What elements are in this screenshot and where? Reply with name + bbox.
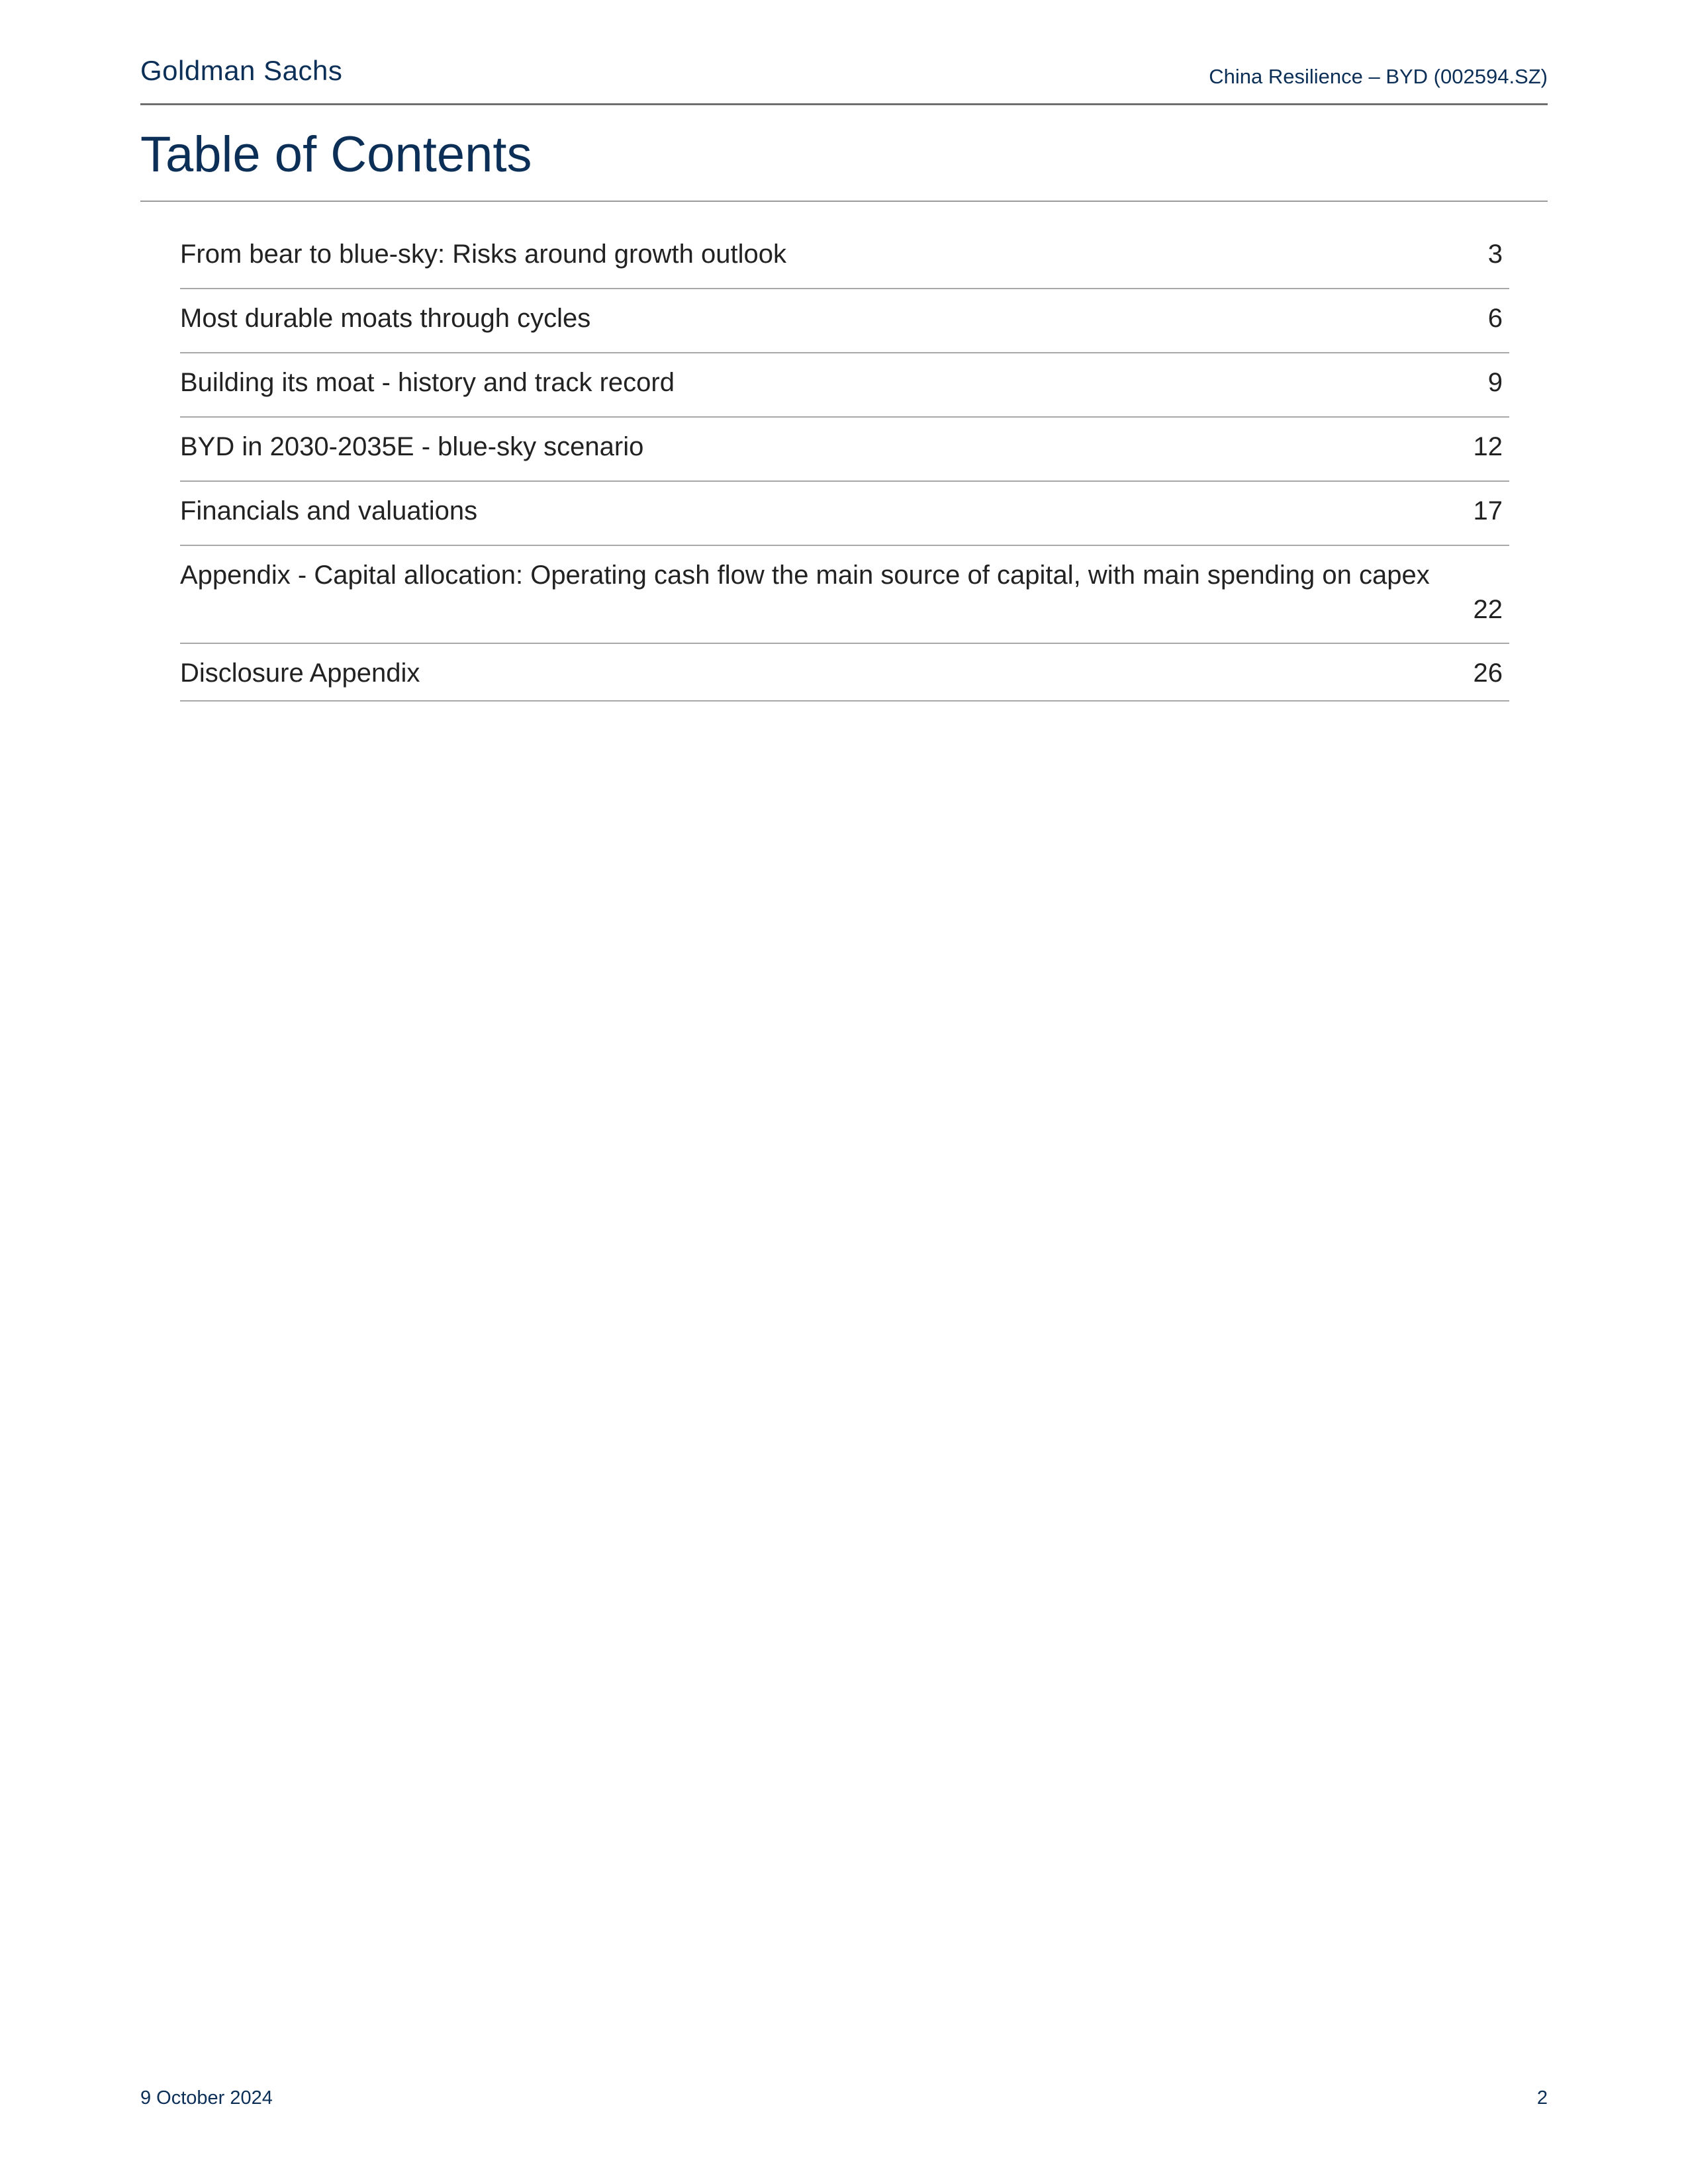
toc-entry[interactable] [180,225,1509,289]
toc-entry-page: 12 [1473,432,1503,461]
toc-entry-title: BYD in 2030-2035E - blue-sky scenario [180,432,644,461]
report-title: China Resilience – BYD (002594.SZ) [1209,65,1548,88]
toc-entry-title: Disclosure Appendix [180,659,420,688]
toc-entry[interactable] [180,482,1509,546]
toc-entry[interactable] [180,546,1509,644]
toc-entry-page: 17 [1473,496,1503,525]
toc-entry-page: 9 [1487,368,1503,397]
toc-entry-title: From bear to blue-sky: Risks around growth outlook [180,240,786,269]
header-divider [140,103,1548,105]
toc-entry-page: 22 [1473,595,1503,624]
footer-date: 9 October 2024 [140,2087,273,2109]
brand-logo-text: Goldman Sachs [140,55,343,86]
toc-entry[interactable] [180,353,1509,418]
footer-page-number: 2 [1536,2087,1548,2109]
toc-entry-page: 3 [1487,240,1503,269]
title-divider [140,201,1548,202]
toc-entry-title: Building its moat - history and track record [180,368,675,397]
toc-entry[interactable] [180,644,1509,702]
table-of-contents [180,225,1509,702]
toc-entry-title: Financials and valuations [180,496,478,525]
toc-entry-title: Most durable moats through cycles [180,304,591,333]
toc-entry-page: 26 [1473,659,1503,688]
toc-entry[interactable] [180,418,1509,482]
toc-entry-page: 6 [1487,304,1503,333]
toc-entry[interactable] [180,289,1509,353]
toc-entry-title: Appendix - Capital allocation: Operating cash flow the main source of capital, with main spending on capex [180,561,1430,590]
page-title: Table of Contents [140,126,532,183]
